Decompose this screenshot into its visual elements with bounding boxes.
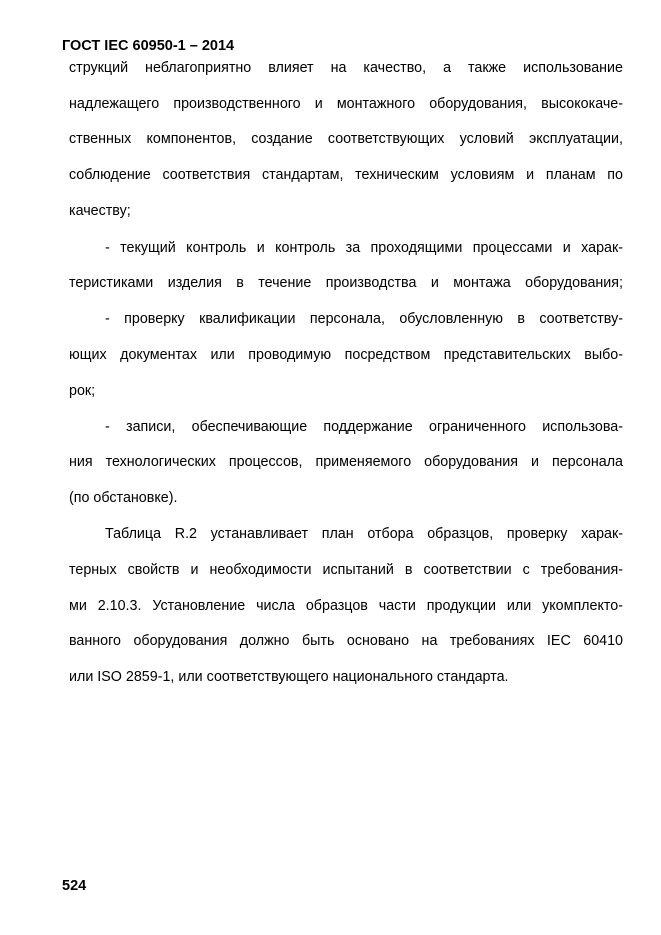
text-line: рок;	[69, 383, 96, 399]
text-line: ми 2.10.3. Установление числа образцов части продукции или укомплекто-	[69, 598, 623, 614]
document-header: ГОСТ IEC 60950-1 – 2014	[62, 38, 235, 54]
text-line: - проверку квалификации персонала, обусловленную в соответству-	[105, 311, 623, 327]
text-line: ванного оборудования должно быть основано на требованиях IEC 60410	[69, 633, 623, 649]
page-number: 524	[62, 878, 87, 894]
text-line: или ISO 2859-1, или соответствующего национального стандарта.	[69, 669, 509, 685]
text-line: ющих документах или проводимую посредством представительских выбо-	[69, 347, 623, 363]
text-line: качеству;	[69, 203, 131, 219]
text-line: (по обстановке).	[69, 490, 178, 506]
text-line: ственных компонентов, создание соответствующих условий эксплуатации,	[69, 131, 623, 147]
text-line: соблюдение соответствия стандартам, техническим условиям и планам по	[69, 167, 623, 183]
text-line: надлежащего производственного и монтажного оборудования, высококаче-	[69, 96, 623, 112]
text-line: Таблица R.2 устанавливает план отбора образцов, проверку харак-	[105, 526, 623, 542]
text-line: - текущий контроль и контроль за проходящими процессами и харак-	[105, 240, 623, 256]
text-line: струкций неблагоприятно влияет на качество, а также использование	[69, 60, 623, 76]
text-line: теристиками изделия в течение производства и монтажа оборудования;	[69, 275, 623, 291]
text-line: ния технологических процессов, применяемого оборудования и персонала	[69, 454, 623, 470]
text-line: - записи, обеспечивающие поддержание ограниченного использова-	[105, 419, 623, 435]
text-line: терных свойств и необходимости испытаний в соответствии с требования-	[69, 562, 623, 578]
